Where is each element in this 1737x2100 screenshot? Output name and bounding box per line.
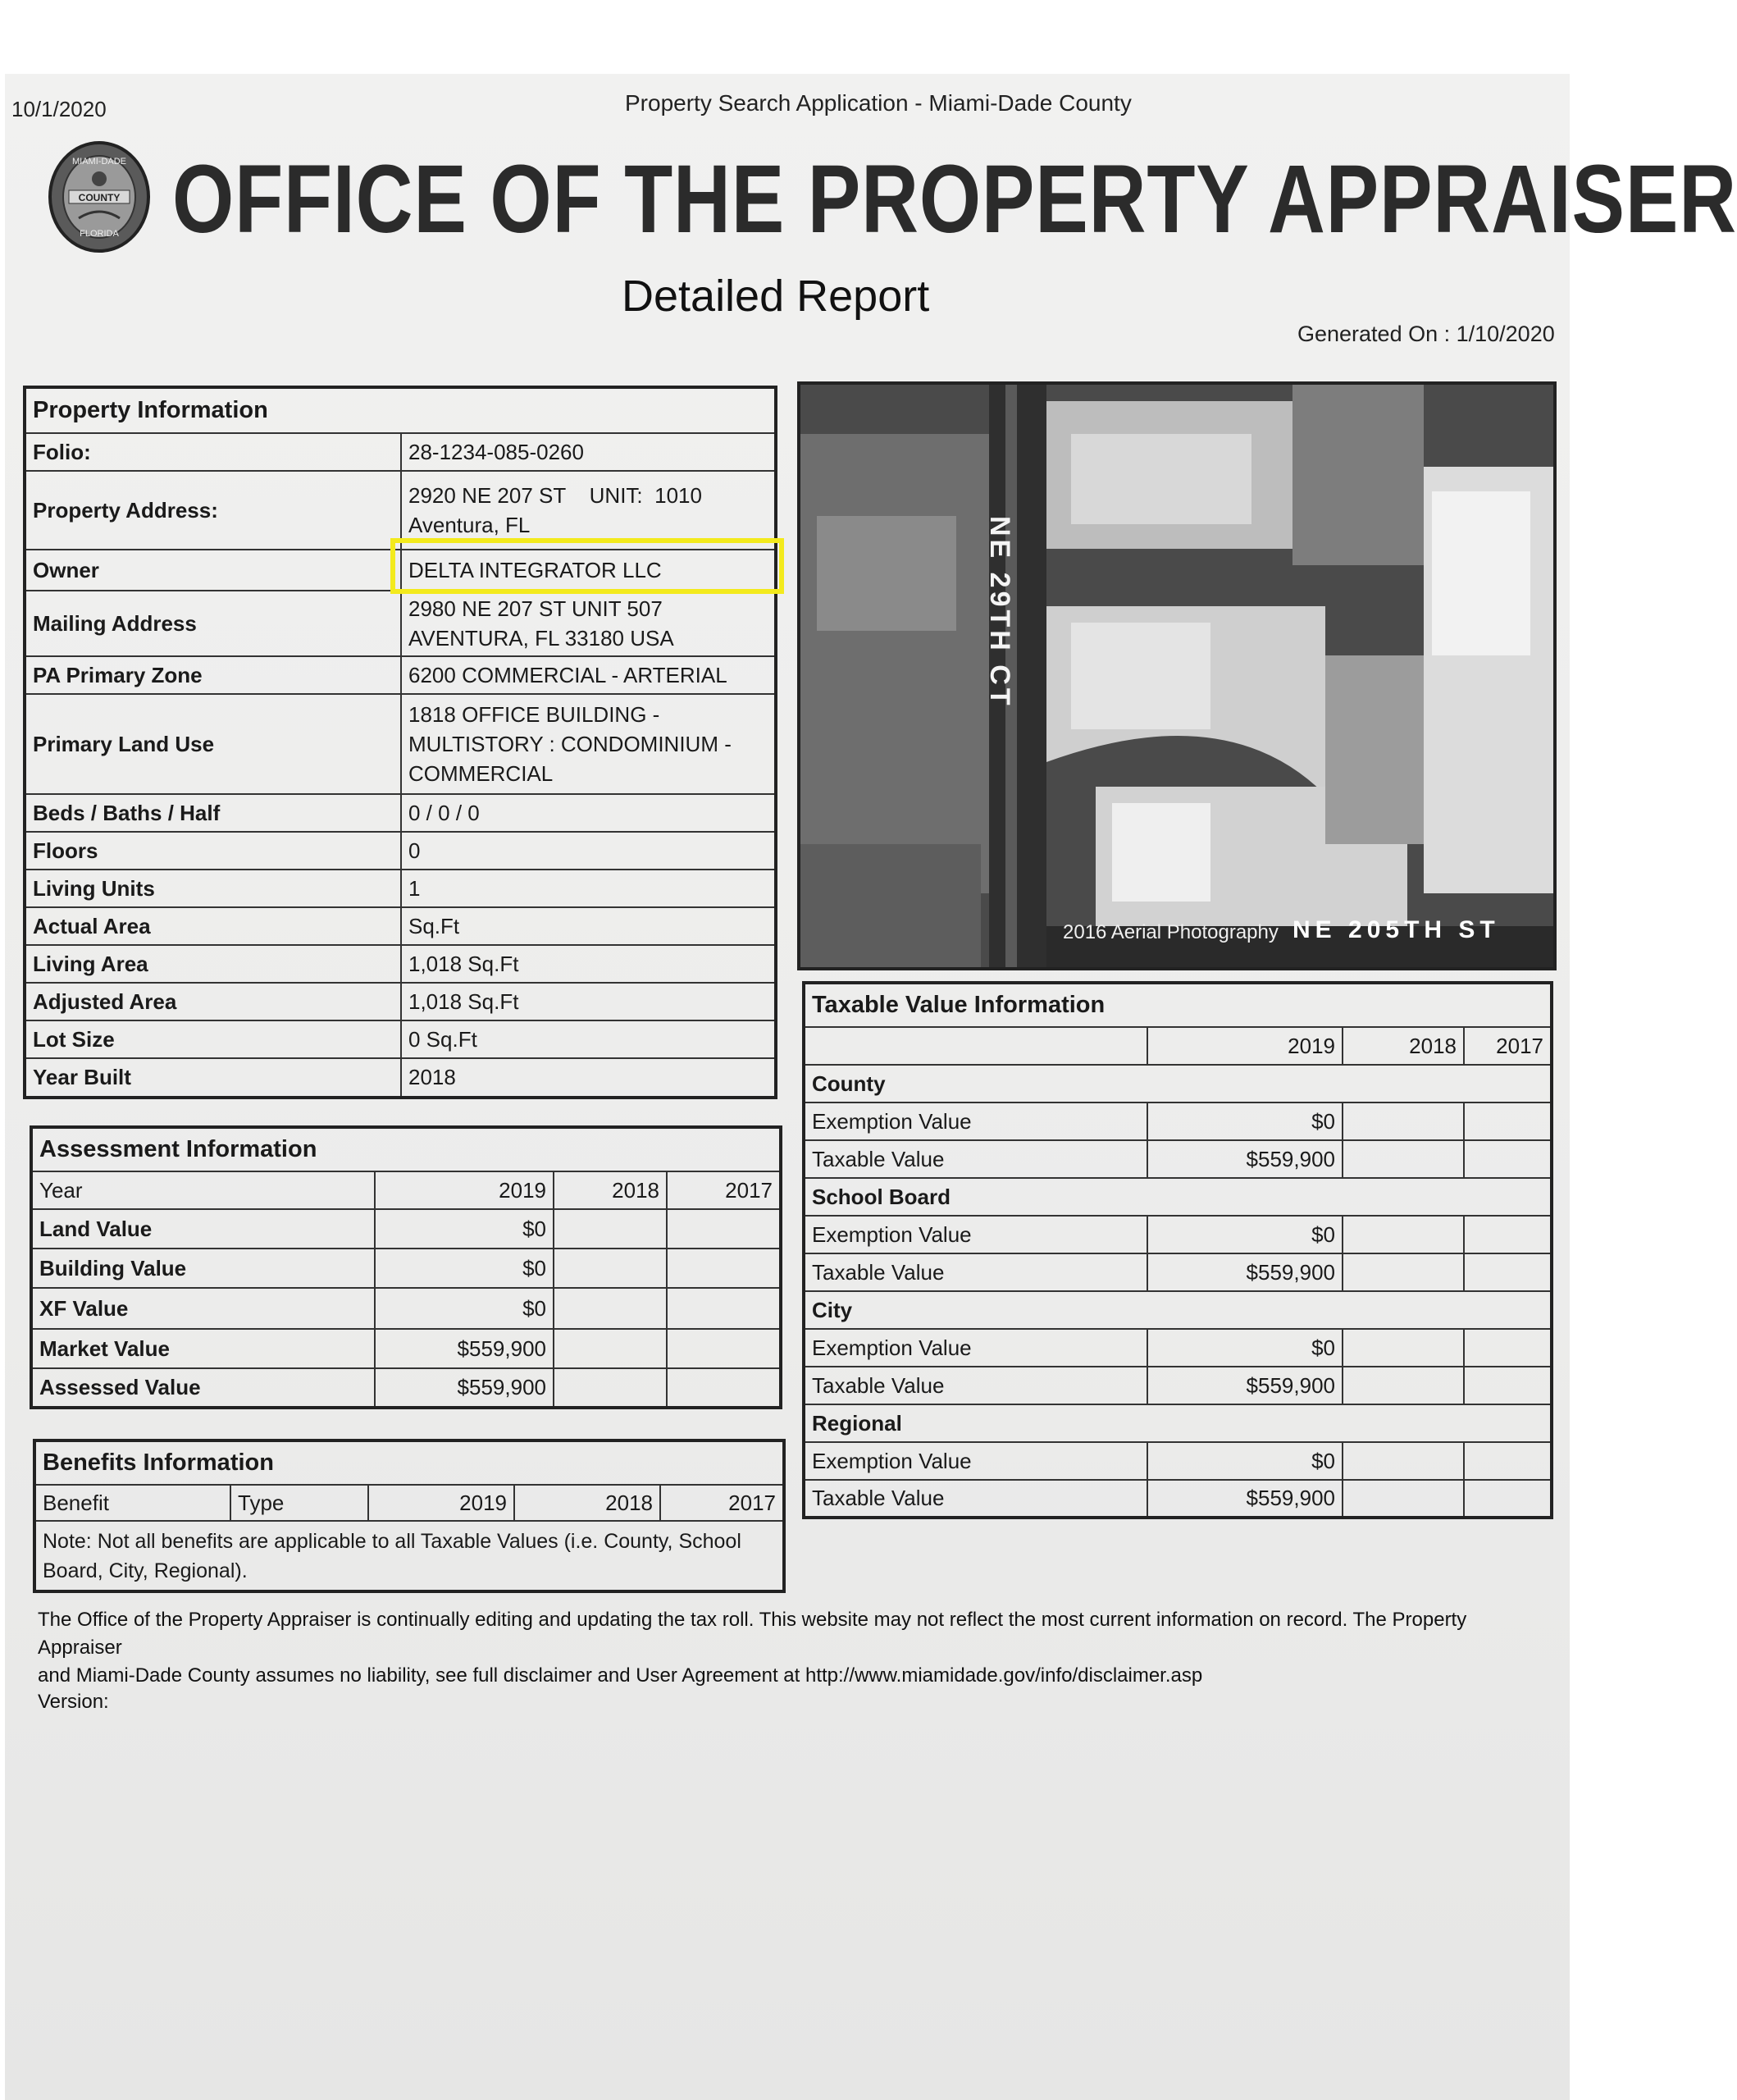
adjusted-area-label: Adjusted Area: [25, 983, 401, 1020]
assessed-value-2019: $559,900: [375, 1368, 554, 1408]
county-exemption-label: Exemption Value: [804, 1102, 1147, 1140]
folio-label: Folio:: [25, 433, 401, 471]
land-use-line2: MULTISTORY : CONDOMINIUM -: [408, 732, 732, 756]
app-title: Property Search Application - Miami-Dade County: [625, 90, 1132, 116]
city-taxable-2019: $559,900: [1147, 1367, 1343, 1404]
living-units-label: Living Units: [25, 870, 401, 907]
benefit-col-header: Benefit: [34, 1485, 230, 1521]
taxable-value-table: [802, 981, 1553, 1519]
land-use-line3: COMMERCIAL: [408, 761, 554, 786]
city-exemption-2019: $0: [1147, 1329, 1343, 1367]
living-units-value: 1: [401, 870, 776, 907]
school-taxable-label: Taxable Value: [804, 1253, 1147, 1291]
taxable-year-2018: 2018: [1343, 1027, 1464, 1065]
aerial-caption: 2016 Aerial Photography: [1063, 921, 1279, 943]
print-date: 10/1/2020: [11, 97, 107, 121]
building-value-label: Building Value: [31, 1249, 375, 1288]
mailing-address-line2: AVENTURA, FL 33180 USA: [408, 626, 674, 651]
seal-top-text: MIAMI-DADE: [72, 157, 126, 167]
type-col-header: Type: [230, 1485, 368, 1521]
property-info-table: [23, 386, 777, 1099]
land-use-line1: 1818 OFFICE BUILDING -: [408, 702, 660, 727]
xf-value-label: XF Value: [31, 1288, 375, 1329]
seal-county-text: COUNTY: [78, 192, 121, 203]
owner-value: DELTA INTEGRATOR LLC: [401, 550, 776, 591]
mailing-address-line1: 2980 NE 207 ST UNIT 507: [408, 596, 663, 621]
property-address-line1: 2920 NE 207 ST UNIT: 1010: [408, 483, 702, 508]
actual-area-value: Sq.Ft: [401, 907, 776, 945]
primary-land-use-label: Primary Land Use: [25, 694, 401, 794]
property-info-title: Property Information: [25, 387, 776, 433]
regional-taxable-label: Taxable Value: [804, 1480, 1147, 1518]
county-seal-icon: [46, 139, 153, 254]
owner-label: Owner: [25, 550, 401, 591]
taxable-blank-header: [804, 1027, 1147, 1065]
living-area-value: 1,018 Sq.Ft: [401, 945, 776, 983]
floors-label: Floors: [25, 832, 401, 870]
assessment-year-2018: 2018: [554, 1171, 667, 1209]
land-value-2019: $0: [375, 1209, 554, 1249]
regional-exemption-label: Exemption Value: [804, 1442, 1147, 1480]
assessment-year-label: Year: [31, 1171, 375, 1209]
beds-baths-label: Beds / Baths / Half: [25, 794, 401, 832]
benefits-title: Benefits Information: [34, 1440, 784, 1485]
xf-value-2019: $0: [375, 1288, 554, 1329]
floors-value: 0: [401, 832, 776, 870]
beds-baths-value: 0 / 0 / 0: [401, 794, 776, 832]
adjusted-area-value: 1,018 Sq.Ft: [401, 983, 776, 1020]
assessment-title: Assessment Information: [31, 1127, 781, 1171]
school-taxable-2019: $559,900: [1147, 1253, 1343, 1291]
generated-on: Generated On : 1/10/2020: [1297, 322, 1555, 346]
aerial-photo: [797, 381, 1557, 970]
lot-size-value: 0 Sq.Ft: [401, 1020, 776, 1058]
assessment-year-2017: 2017: [667, 1171, 781, 1209]
mailing-address-value: [401, 591, 776, 656]
county-taxable-label: Taxable Value: [804, 1140, 1147, 1178]
report-title: Detailed Report: [622, 272, 930, 321]
pa-primary-zone-value: 6200 COMMERCIAL - ARTERIAL: [401, 656, 776, 694]
pa-primary-zone-label: PA Primary Zone: [25, 656, 401, 694]
folio-value: 28-1234-085-0260: [401, 433, 776, 471]
school-exemption-2019: $0: [1147, 1216, 1343, 1253]
group-regional: Regional: [804, 1404, 1552, 1442]
group-school-board: School Board: [804, 1178, 1552, 1216]
benefits-year-2017: 2017: [660, 1485, 784, 1521]
benefits-year-2019: 2019: [368, 1485, 514, 1521]
assessed-value-label: Assessed Value: [31, 1368, 375, 1408]
disclaimer-line1: The Office of the Property Appraiser is continually editing and updating the tax roll. This website may not reflect the most current information on record. The Property Appraiser: [38, 1609, 1467, 1659]
city-exemption-label: Exemption Value: [804, 1329, 1147, 1367]
aerial-photo-graphic: [800, 385, 1553, 967]
regional-exemption-2019: $0: [1147, 1442, 1343, 1480]
office-title: OFFICE OF THE PROPERTY APPRAISER: [172, 145, 1737, 253]
group-city: City: [804, 1291, 1552, 1329]
disclaimer-line2: and Miami-Dade County assumes no liability, see full disclaimer and User Agreement at http://www.miamidade.gov/info/disclaimer.asp: [38, 1664, 1203, 1687]
assessment-table: [30, 1125, 782, 1409]
living-area-label: Living Area: [25, 945, 401, 983]
seal-bottom-text: FLORIDA: [80, 229, 119, 239]
street-label-ne-29th-ct: NE 29TH CT: [984, 516, 1015, 709]
regional-taxable-2019: $559,900: [1147, 1480, 1343, 1518]
county-taxable-2019: $559,900: [1147, 1140, 1343, 1178]
county-exemption-2019: $0: [1147, 1102, 1343, 1140]
assessment-year-2019: 2019: [375, 1171, 554, 1209]
land-value-label: Land Value: [31, 1209, 375, 1249]
taxable-year-2017: 2017: [1464, 1027, 1552, 1065]
disclaimer: [38, 1606, 1555, 1690]
taxable-year-2019: 2019: [1147, 1027, 1343, 1065]
property-address-line2: Aventura, FL: [408, 513, 531, 537]
taxable-title: Taxable Value Information: [804, 983, 1552, 1027]
lot-size-label: Lot Size: [25, 1020, 401, 1058]
property-address-label: Property Address:: [25, 471, 401, 550]
year-built-value: 2018: [401, 1058, 776, 1098]
benefits-year-2018: 2018: [514, 1485, 660, 1521]
city-taxable-label: Taxable Value: [804, 1367, 1147, 1404]
school-exemption-label: Exemption Value: [804, 1216, 1147, 1253]
benefits-table: [33, 1439, 786, 1593]
group-county: County: [804, 1065, 1552, 1102]
mailing-address-label: Mailing Address: [25, 591, 401, 656]
owner-highlight-box: [390, 538, 784, 594]
year-built-label: Year Built: [25, 1058, 401, 1098]
building-value-2019: $0: [375, 1249, 554, 1288]
street-label-ne-205th-st: NE 205TH ST: [1292, 916, 1500, 943]
benefits-note: Note: Not all benefits are applicable to all Taxable Values (i.e. County, School Board, City, Regional).: [34, 1521, 784, 1591]
version-label: Version:: [38, 1691, 109, 1713]
primary-land-use-value: [401, 694, 776, 794]
actual-area-label: Actual Area: [25, 907, 401, 945]
market-value-2019: $559,900: [375, 1329, 554, 1368]
market-value-label: Market Value: [31, 1329, 375, 1368]
